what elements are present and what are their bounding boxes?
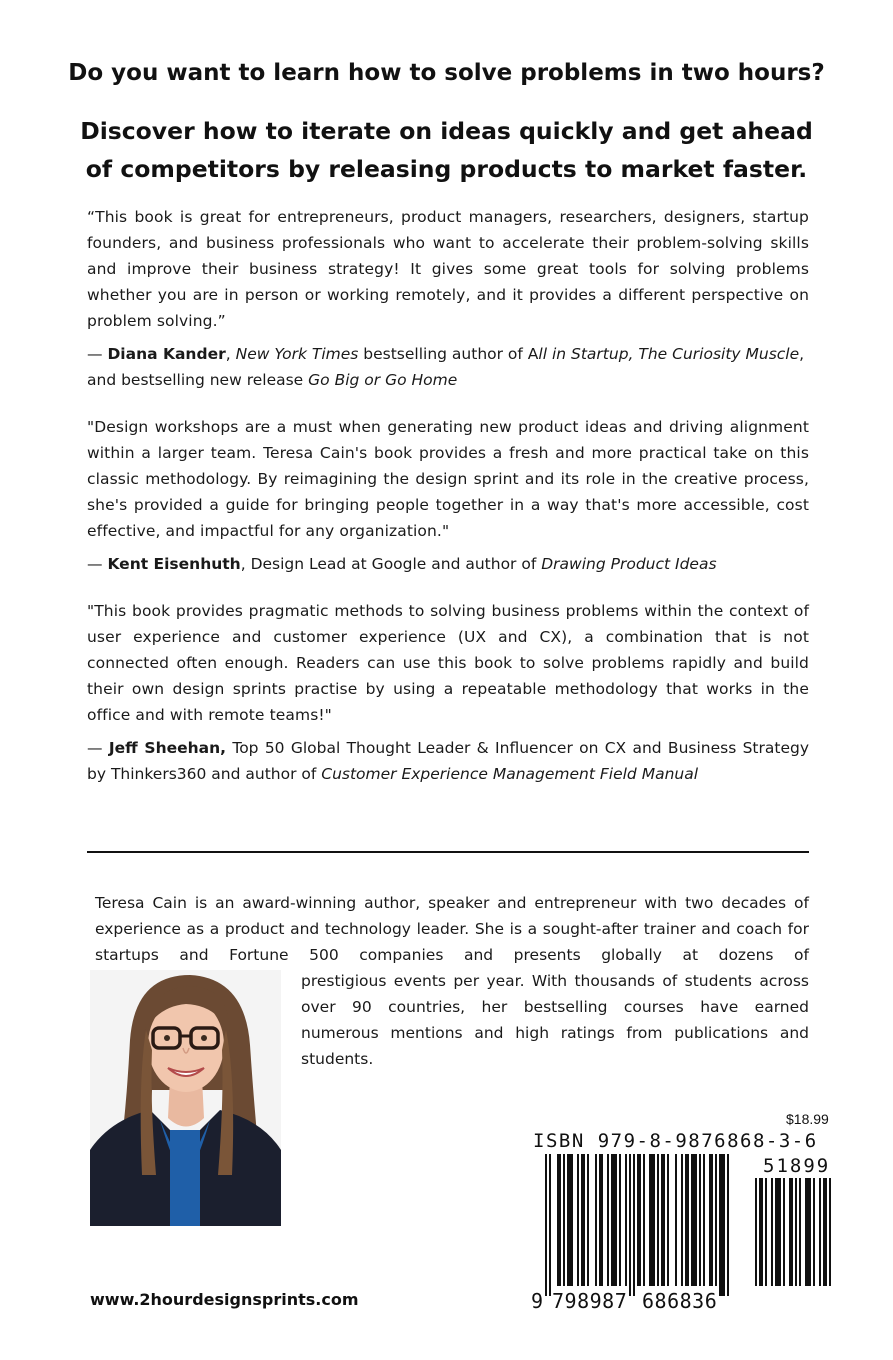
barcode-bar [595, 1154, 597, 1286]
barcode-right-digits: 686836 [642, 1289, 718, 1313]
attribution-text: Top 50 Global Thought Leader & Influencer on CX and Business Strategy by Thinkers360 and author of [87, 739, 809, 783]
barcode-bar [685, 1154, 689, 1286]
testimonial-attribution-2 [87, 551, 809, 577]
barcode-bar [709, 1154, 713, 1286]
barcode-bar [625, 1154, 627, 1286]
barcode-bar [649, 1154, 655, 1286]
barcode-bar [661, 1154, 665, 1286]
reviewer-name: Jeff Sheehan, [108, 739, 227, 757]
barcode-bar [703, 1154, 705, 1286]
barcode-bar [643, 1154, 645, 1286]
author-bio-continued: prestigious events per year. With thousands of students across over 90 countries, her bestselling courses have earned numerous mentions and high ratings from publications and students. [301, 972, 809, 1068]
attribution-dash: — [87, 555, 108, 573]
barcode-bar [727, 1154, 729, 1296]
barcode-bar [607, 1154, 609, 1286]
barcode-bar [577, 1154, 579, 1286]
testimonial-attribution-1 [87, 341, 809, 393]
barcode-bar [789, 1178, 793, 1286]
website-url: www.2hourdesignsprints.com [90, 1290, 359, 1309]
barcode-bar [681, 1154, 683, 1286]
barcode-bar [813, 1178, 815, 1286]
barcode-bar [563, 1154, 565, 1286]
barcode-bar [637, 1154, 641, 1286]
section-divider [87, 851, 809, 853]
headline-question: Do you want to learn how to solve problems in two hours? [68, 60, 825, 86]
barcode-bar [691, 1154, 697, 1286]
price-label: $18.99 [786, 1111, 829, 1127]
testimonial-attribution-3 [87, 735, 809, 787]
barcode-left-digits: 798987 [552, 1289, 628, 1313]
testimonial-quote-2: "Design workshops are a must when generating new product ideas and driving alignment within a larger team. Teresa Cain's book provides a fresh and more practical take on this classic methodology. By reimagining the design sprint and its role in the creative process, she's provided a guide for bringing people together in a way that's more accessible, cost effective, and impactful for any organization." [87, 418, 809, 540]
barcode-bar [755, 1178, 757, 1286]
barcode-bar [765, 1178, 767, 1286]
reviewer-name: Diana Kander [107, 345, 226, 363]
attribution-dash: — [87, 345, 108, 363]
barcode-first-digit: 9 [531, 1289, 544, 1313]
book-title: ll in Startup, The Curiosity Muscle [538, 345, 800, 363]
barcode-bar [819, 1178, 821, 1286]
subheadline-line-1: Discover how to iterate on ideas quickly and get ahead [80, 117, 813, 145]
barcode-bar [611, 1154, 617, 1286]
subheadline [0, 112, 893, 188]
barcode-bar [775, 1178, 781, 1286]
barcode-bar [719, 1154, 725, 1296]
barcode-bar [581, 1154, 585, 1286]
barcode-bar [805, 1178, 811, 1286]
barcode-bar [699, 1154, 701, 1286]
barcode-bar [633, 1154, 635, 1296]
barcode-bar [759, 1178, 763, 1286]
barcode-bar [715, 1154, 717, 1286]
barcode-bar [557, 1154, 561, 1286]
testimonial-quote-3: "This book provides pragmatic methods to solving business problems within the context of user experience and customer experience (UX and CX), a combination that is not connected often enough. Readers can use this book to solve problems rapidly and build their own design sprints practise by using a repeatable methodology that works in the office and with remote teams!" [87, 602, 809, 724]
attribution-dash: — [87, 739, 109, 757]
publication-title: New York Times [235, 345, 359, 363]
barcode-bar [587, 1154, 589, 1286]
barcode-addon-digits: 51899 [763, 1155, 831, 1177]
barcode-bar [549, 1154, 551, 1296]
price-addon-barcode [755, 1178, 849, 1288]
isbn-label: ISBN 979-8-9876868-3-6 [533, 1130, 818, 1152]
barcode-bar [675, 1154, 677, 1286]
reviewer-name: Kent Eisenhuth [107, 555, 241, 573]
author-portrait-illustration [90, 970, 281, 1226]
barcode-bar [629, 1154, 631, 1296]
barcode-bar [795, 1178, 797, 1286]
barcode-bar [783, 1178, 785, 1286]
barcode-bar [829, 1178, 831, 1286]
barcode-bar [545, 1154, 547, 1296]
book-title: Drawing Product Ideas [541, 555, 717, 573]
book-title: Customer Experience Management Field Manual [321, 765, 699, 783]
attribution-text: bestselling author of A [358, 345, 539, 363]
barcode-bar [567, 1154, 573, 1286]
attribution-text: , and bestselling new release [87, 345, 805, 389]
author-bio-intro: Teresa Cain is an award-winning author, speaker and entrepreneur with two decades of experience as a product and technology leader. She is a sought-after trainer and coach for startups and Fortune 500 companies and presents globally at dozens of [95, 894, 809, 964]
barcode-bar [771, 1178, 773, 1286]
book-title: Go Big or Go Home [308, 371, 458, 389]
testimonial-quote-1: “This book is great for entrepreneurs, product managers, researchers, designers, startup founders, and business professionals who want to accelerate their problem-solving skills and improve their business strategy! It gives some great tools for solving problems whether you are in person or working remotely, and it provides a different perspective on problem solving.” [87, 208, 809, 330]
attribution-text: , Design Lead at Google and author of [240, 555, 542, 573]
barcode-bar [599, 1154, 603, 1286]
author-portrait [90, 970, 281, 1226]
barcode-bar [619, 1154, 621, 1286]
attribution-separator: , [225, 345, 236, 363]
barcode-bar [823, 1178, 827, 1286]
subheadline-line-2: of competitors by releasing products to market faster. [85, 155, 808, 183]
barcode-bar [799, 1178, 801, 1286]
barcode-bar [657, 1154, 659, 1286]
barcode-bar [667, 1154, 669, 1286]
